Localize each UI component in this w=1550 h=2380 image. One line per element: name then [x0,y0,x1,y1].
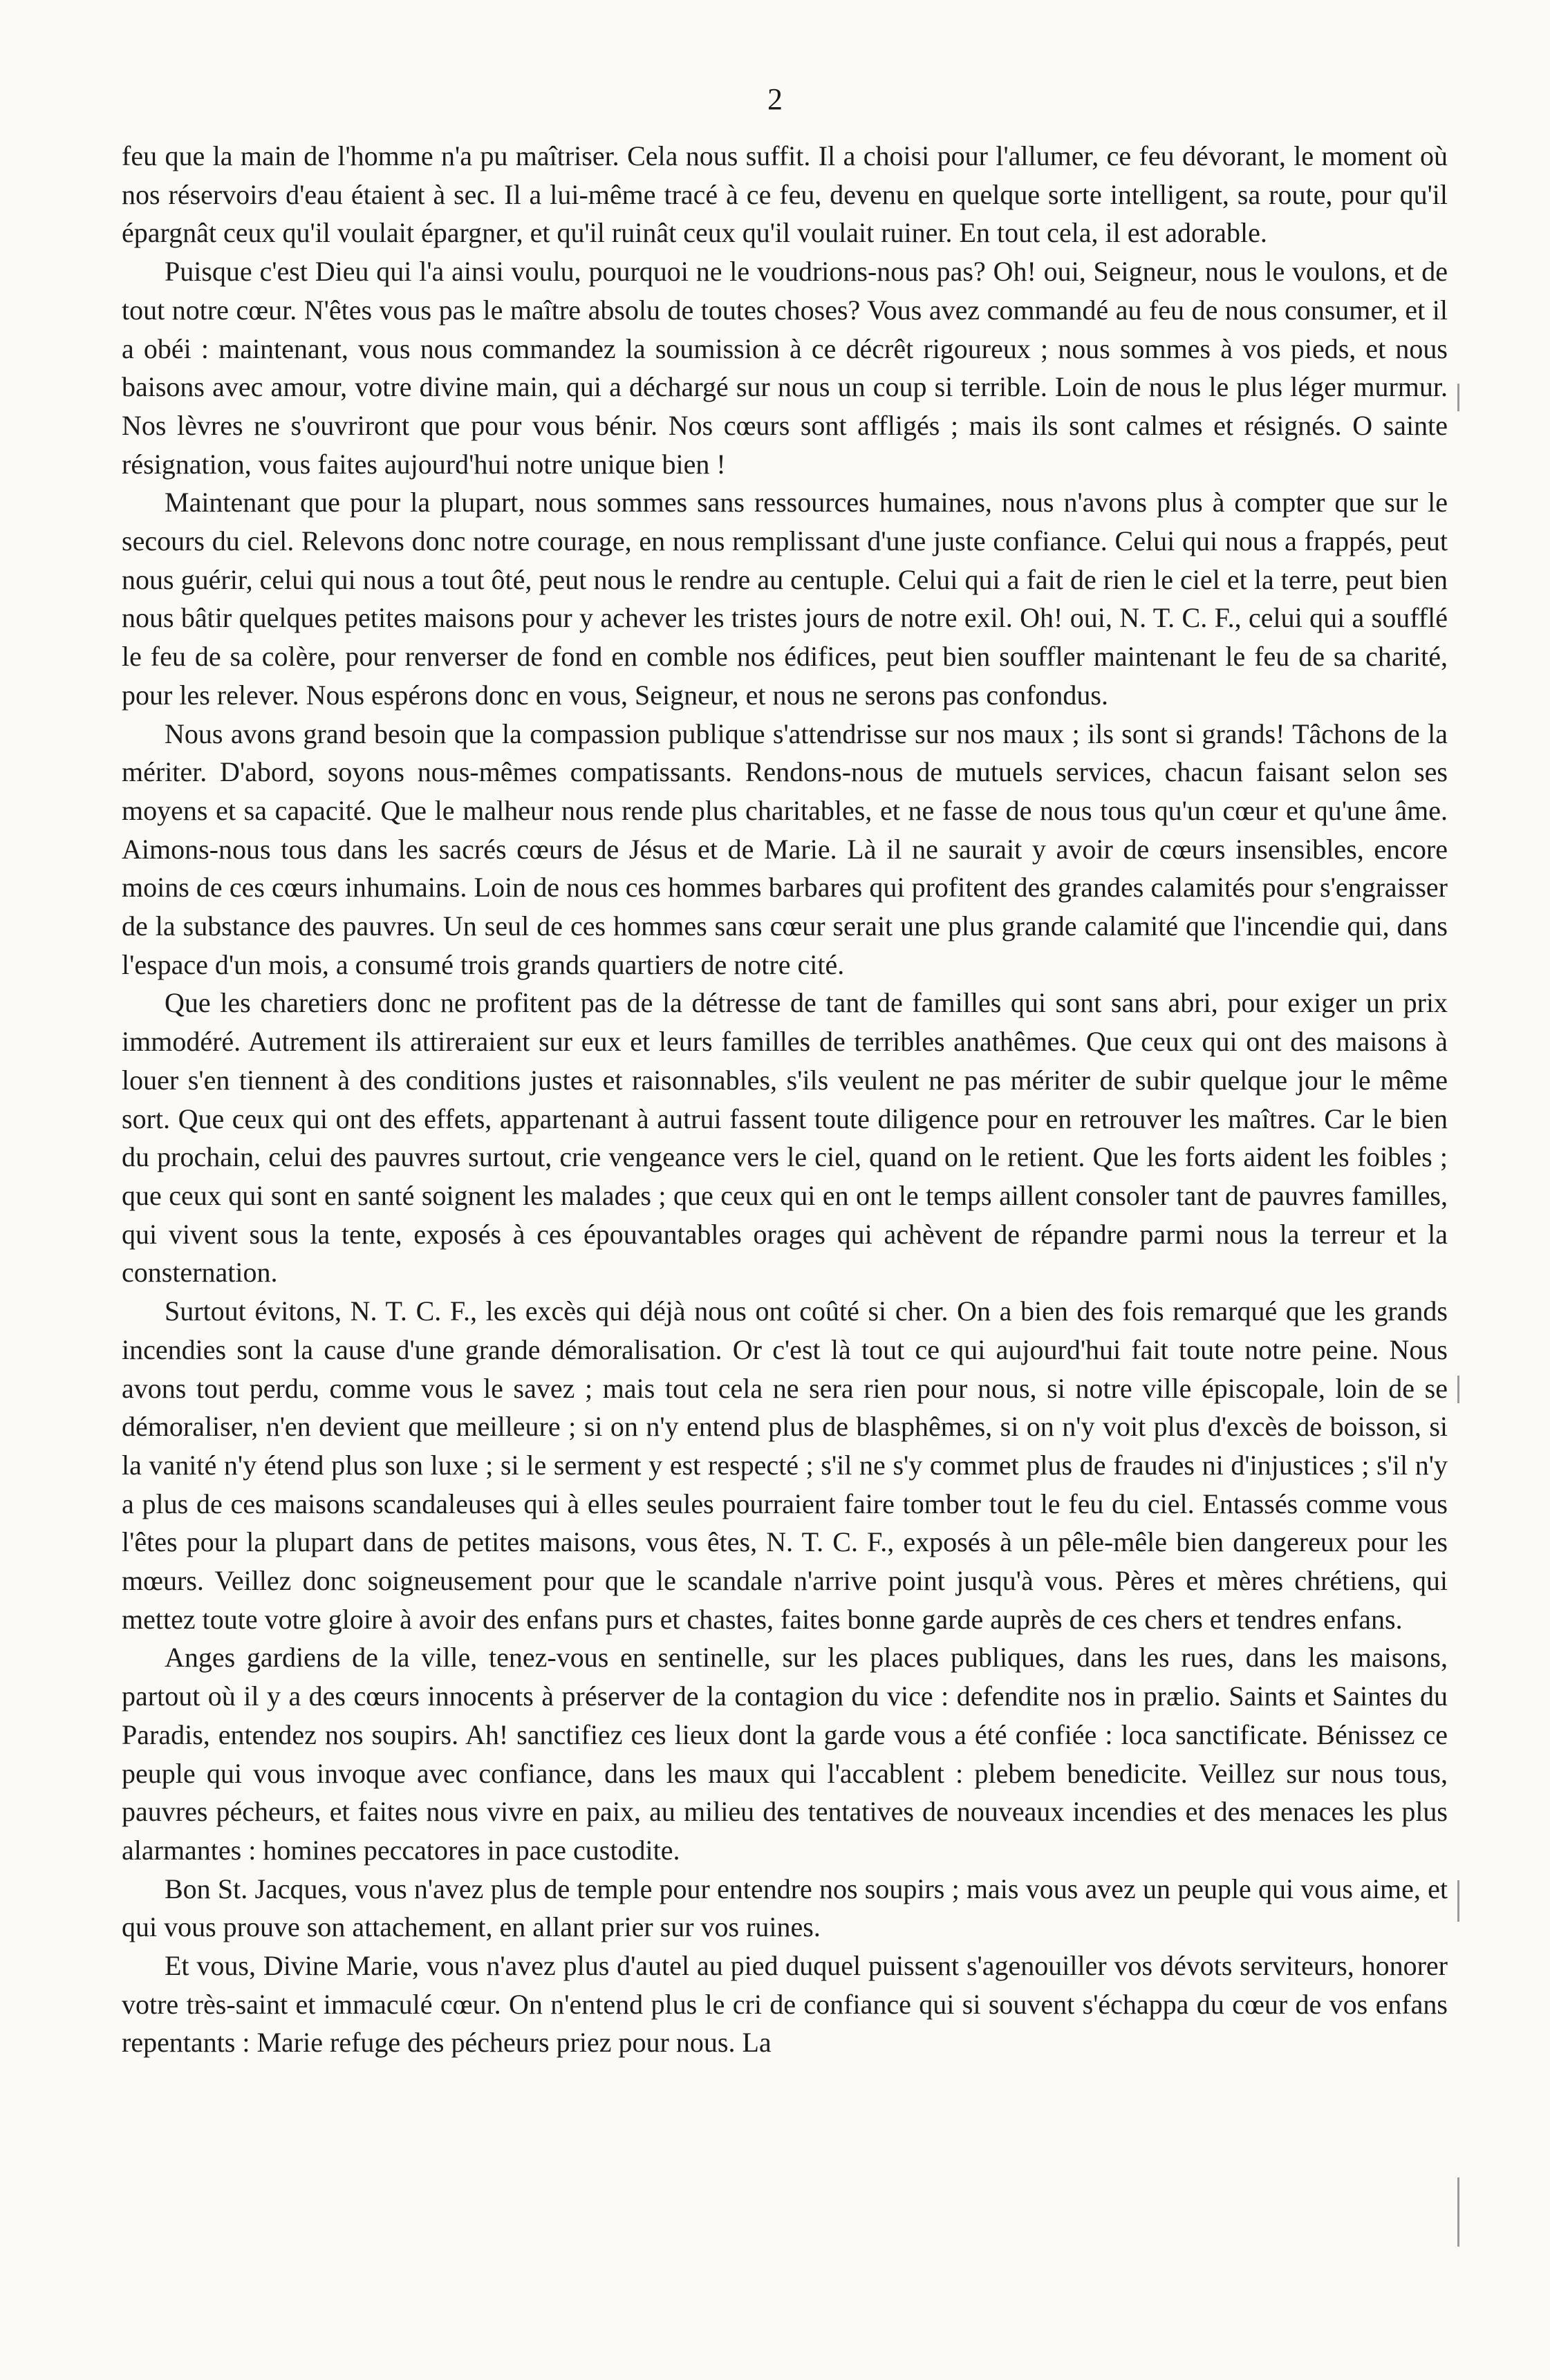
paragraph: Nous avons grand besoin que la compassion publique s'attendrisse sur nos maux ; ils sont si grands! Tâchons de la mériter. D'abord, soyons nous-mêmes compatissants. Rendons-nous de mutuels services, chacun faisant selon ses moyens et sa capacité. Que le malheur nous rende plus charitables, et ne fasse de nous tous qu'un cœur et qu'une âme. Aimons-nous tous dans les sacrés cœurs de Jésus et de Marie. Là il ne saurait y avoir de cœurs insensibles, encore moins de ces cœurs inhumains. Loin de nous ces hommes barbares qui profitent des grandes calamités pour s'engraisser de la substance des pauvres. Un seul de ces hommes sans cœur serait une plus grande calamité que l'incendie qui, dans l'espace d'un mois, a consumé trois grands quartiers de notre cité. [122,718,1448,980]
document-text [122,137,1448,2342]
paragraph: Puisque c'est Dieu qui l'a ainsi voulu, pourquoi ne le voudrions-nous pas? Oh! oui, Seigneur, nous le voulons, et de tout notre cœur. N'êtes vous pas le maître absolu de toutes choses? Vous avez commandé au feu de nous consumer, et il a obéi : maintenant, vous nous commandez la soumission à ce décrêt rigoureux ; nous sommes à vos pieds, et nous baisons avec amour, votre divine main, qui a déchargé sur nous un coup si terrible. Loin de nous le plus léger murmur. Nos lèvres ne s'ouvriront que pour vous bénir. Nos cœurs sont affligés ; mais ils sont calmes et résignés. O sainte résignation, vous faites aujourd'hui notre unique bien ! [122,256,1448,480]
paragraph: feu que la main de l'homme n'a pu maîtriser. Cela nous suffit. Il a choisi pour l'allumer, ce feu dévorant, le moment où nos réservoirs d'eau étaient à sec. Il a lui-même tracé à ce feu, devenu en quelque sorte intelligent, sa route, pour qu'il épargnât ceux qu'il voulait épargner, et qu'il ruinât ceux qu'il voulait ruiner. En tout cela, il est adorable. [122,140,1448,249]
margin-rule [1457,1880,1459,1922]
paragraph: Et vous, Divine Marie, vous n'avez plus d'autel au pied duquel puissent s'agenouiller vos dévots serviteurs, honorer votre très-saint et immaculé cœur. On n'entend plus le cri de confiance qui si souvent s'échappa du cœur de vos enfans repentants : Marie refuge des pécheurs priez pour nous. La [122,1950,1448,2059]
paragraph: Surtout évitons, N. T. C. F., les excès qui déjà nous ont coûté si cher. On a bien des fois remarqué que les grands incendies sont la cause d'une grande démoralisation. Or c'est là tout ce qui aujourd'hui fait toute notre peine. Nous avons tout perdu, comme vous le savez ; mais tout cela ne sera rien pour nous, si notre ville épiscopale, loin de se démoraliser, n'en devient que meilleure ; si on n'y entend plus de blasphêmes, si on n'y voit plus d'excès de boisson, si la vanité n'y étend plus son luxe ; si le serment y est respecté ; s'il ne s'y commet plus de fraudes ni d'injustices ; s'il n'y a plus de ces maisons scandaleuses qui à elles seules pourraient faire tomber tout le feu du ciel. Entassés comme vous l'êtes pour la plupart dans de petites maisons, vous êtes, N. T. C. F., exposés à un pêle-mêle bien dangereux pour les mœurs. Veillez donc soigneusement pour que le scandale n'arrive point jusqu'à vous. Pères et mères chrétiens, qui mettez toute votre gloire à avoir des enfans purs et chastes, faites bonne garde auprès de ces chers et tendres enfans. [122,1295,1448,1635]
paragraph: Anges gardiens de la ville, tenez-vous en sentinelle, sur les places publiques, dans les rues, dans les maisons, partout où il y a des cœurs innocents à préserver de la contagion du vice : defendite nos in prælio. Saints et Saintes du Paradis, entendez nos soupirs. Ah! sanctifiez ces lieux dont la garde vous a été confiée : loca sanctificate. Bénissez ce peuple qui vous invoque avec confiance, dans les maux qui l'accablent : plebem benedicite. Veillez sur nous tous, pauvres pécheurs, et faites nous vivre en paix, au milieu des tentatives de nouveaux incendies et des menaces les plus alarmantes : homines peccatores in pace custodite. [122,1642,1448,1866]
paragraph: Maintenant que pour la plupart, nous sommes sans ressources humaines, nous n'avons plus à compter que sur le secours du ciel. Relevons donc notre courage, en nous remplissant d'une juste confiance. Celui qui nous a frappés, peut nous guérir, celui qui nous a tout ôté, peut nous le rendre au centuple. Celui qui a fait de rien le ciel et la terre, peut bien nous bâtir quelques petites maisons pour y achever les tristes jours de notre exil. Oh! oui, N. T. C. F., celui qui a soufflé le feu de sa colère, pour renverser de fond en comble nos édifices, peut bien souffler maintenant le feu de sa charité, pour les relever. Nous espérons donc en vous, Seigneur, et nous ne serons pas confondus. [122,487,1448,711]
margin-rule [1457,1376,1459,1403]
margin-rule [1457,2177,1459,2247]
page-number: 2 [767,82,783,116]
margin-rule [1457,384,1459,411]
paragraph: Que les charetiers donc ne profitent pas de la détresse de tant de familles qui sont sans abri, pour exiger un prix immodéré. Autrement ils attireraient sur eux et leurs familles de terribles anathêmes. Que ceux qui ont des maisons à louer s'en tiennent à des conditions justes et raisonnables, s'ils veulent ne pas mériter de subir quelque jour le même sort. Que ceux qui ont des effets, appartenant à autrui fassent toute diligence pour en retrouver les maîtres. Car le bien du prochain, celui des pauvres surtout, crie vengeance vers le ciel, quand on le retient. Que les forts aident les foibles ; que ceux qui sont en santé soignent les malades ; que ceux qui en ont le temps aillent consoler tant de pauvres familles, qui vivent sous la tente, exposés à ces épouvantables orages qui achèvent de répandre parmi nous la terreur et la consternation. [122,987,1448,1289]
paragraph: Bon St. Jacques, vous n'avez plus de temple pour entendre nos soupirs ; mais vous avez un peuple qui vous aime, et qui vous prouve son attachement, en allant prier sur vos ruines. [122,1873,1448,1943]
